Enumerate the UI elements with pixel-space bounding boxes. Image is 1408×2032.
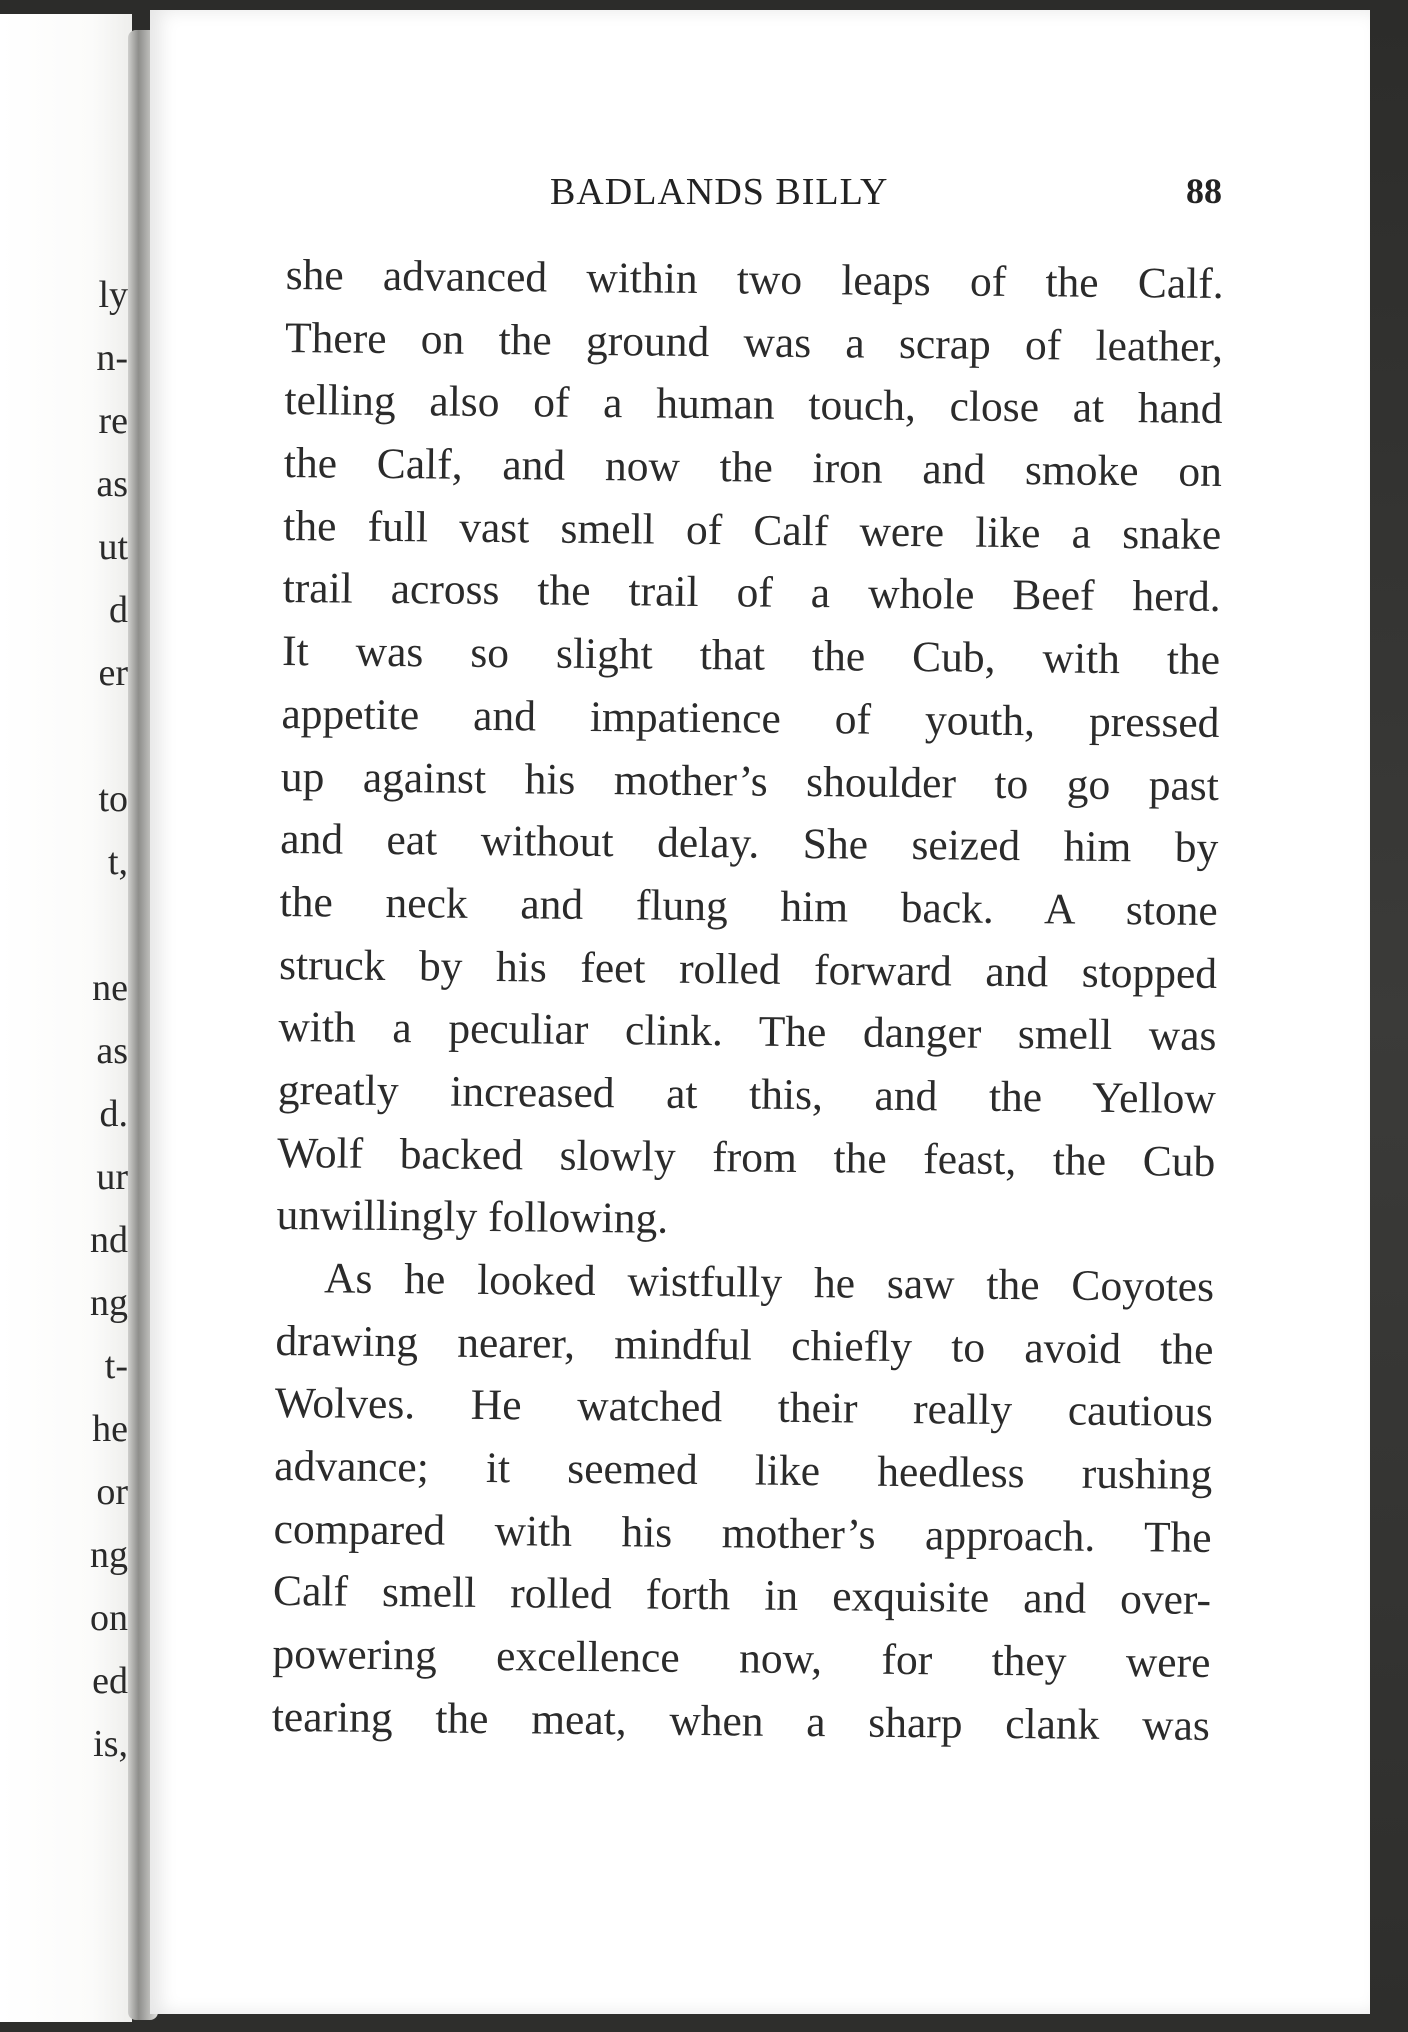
body-text (272, 244, 1224, 1757)
text-line: struck by his feet rolled forward and stopped (278, 940, 1218, 998)
left-page-fragment: ur (96, 1156, 128, 1198)
running-title: BADLANDS BILLY (550, 171, 889, 213)
left-page-fragment: t, (107, 841, 128, 883)
text-line: the neck and flung him back. A stone (279, 877, 1218, 935)
left-page-fragment: ed (92, 1660, 128, 1702)
left-page-fragment: er (98, 652, 128, 694)
text-line: the Calf, and now the iron and smoke on (283, 439, 1223, 497)
left-page-fragment: ly (98, 274, 128, 316)
text-line: Wolf backed slowly from the feast, the Cub (277, 1128, 1216, 1186)
left-page-fragment: he (92, 1408, 128, 1450)
page-header (150, 170, 1380, 220)
left-page-fragment: d. (99, 1093, 128, 1135)
text-line: tearing the meat, when a sharp clank was (271, 1692, 1211, 1750)
left-page-fragment: n- (96, 337, 128, 379)
text-line: appetite and impatience of youth, pressed (281, 689, 1220, 747)
left-page-fragment: t- (104, 1345, 128, 1387)
text-line: Calf smell rolled forth in exquisite and over- (272, 1567, 1212, 1625)
text-line: drawing nearer, mindful chiefly to avoid the (275, 1316, 1214, 1374)
text-line: There on the ground was a scrap of leather, (284, 313, 1224, 371)
page-number: 88 (1186, 171, 1222, 211)
text-line: advance; it seemed like heedless rushing (274, 1442, 1213, 1500)
left-page-fragment: re (98, 400, 128, 442)
previous-page-edge (0, 14, 132, 2022)
left-page-fragment: on (90, 1597, 128, 1639)
text-line: trail across the trail of a whole Beef herd. (282, 564, 1221, 622)
text-line: greatly increased at this, and the Yellow (277, 1065, 1217, 1123)
paragraph-first-line: As he looked wistfully he saw the Coyotes (323, 1254, 1215, 1311)
text-line: Wolves. He watched their really cautious (274, 1379, 1214, 1437)
text-line: and eat without delay. She seized him by (280, 815, 1219, 873)
text-line: It was so slight that the Cub, with the (281, 627, 1221, 685)
left-page-fragment: ut (98, 526, 128, 568)
left-page-fragment: d (109, 589, 128, 631)
text-line: up against his mother’s shoulder to go past (280, 752, 1220, 810)
book-page (150, 10, 1370, 2014)
left-page-fragment: ng (90, 1534, 128, 1576)
left-page-fragment: ng (90, 1282, 128, 1324)
text-line: compared with his mother’s approach. The (273, 1504, 1212, 1562)
text-line: telling also of a human touch, close at hand (284, 376, 1223, 434)
text-line: she advanced within two leaps of the Calf. (285, 250, 1224, 309)
left-page-fragment: to (98, 778, 128, 820)
text-line: the full vast smell of Calf were like a snake (283, 501, 1222, 559)
left-page-fragment: as (96, 463, 128, 505)
text-line: with a peculiar clink. The danger smell was (278, 1003, 1217, 1061)
left-page-fragment: nd (90, 1219, 128, 1261)
paragraph-last-line: unwillingly following. (276, 1191, 669, 1244)
text-line: powering excellence now, for they were (272, 1630, 1211, 1688)
left-page-fragment: ne (92, 967, 128, 1009)
left-page-fragment: is, (93, 1723, 128, 1765)
left-page-fragment: as (96, 1030, 128, 1072)
left-page-fragment: or (96, 1471, 128, 1513)
